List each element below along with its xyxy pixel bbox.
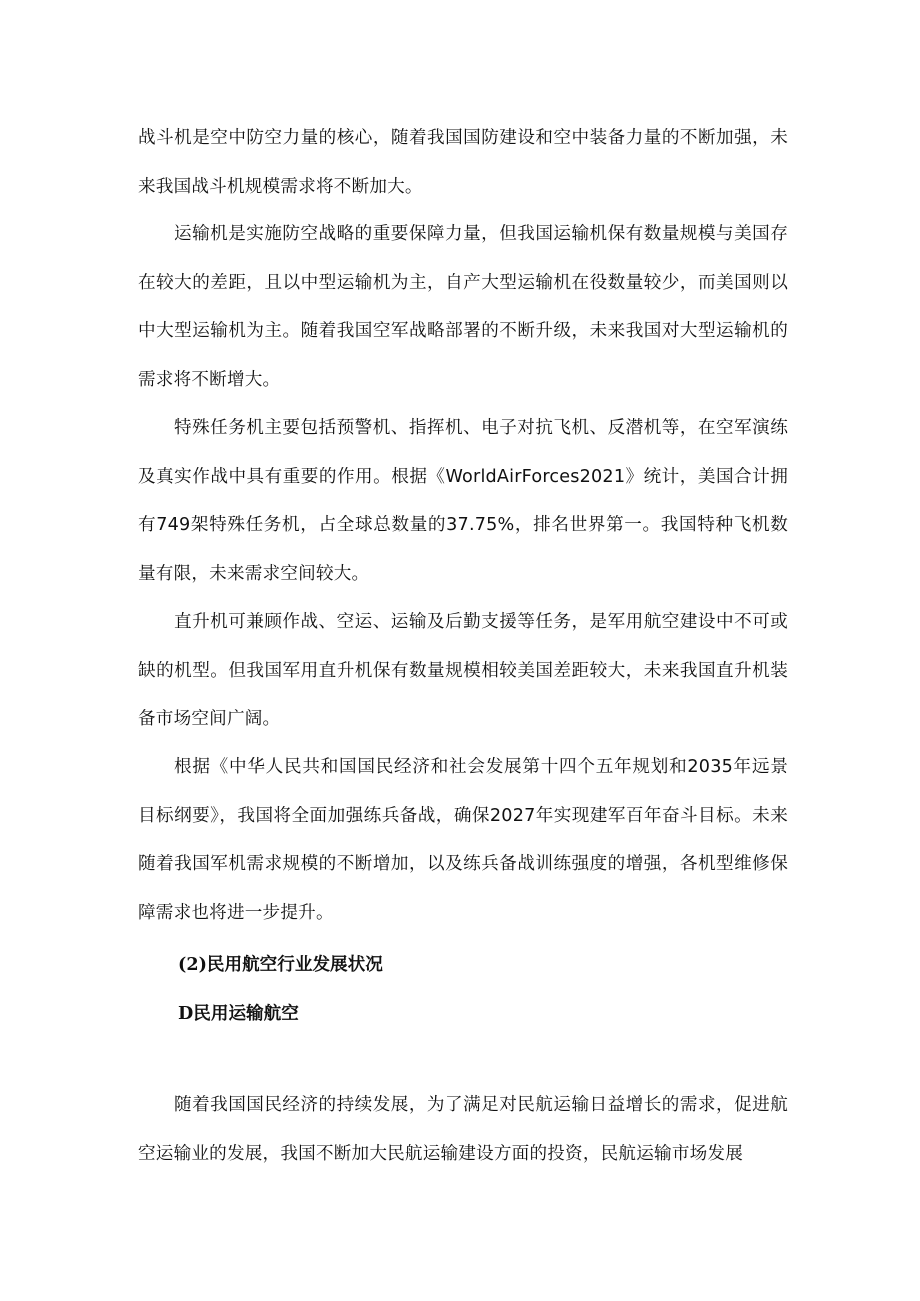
subsection-heading-civil-transport: D民用运输航空 [178,1003,299,1024]
paragraph-helicopter: 直升机可兼顾作战、空运、运输及后勤支援等任务，是军用航空建设中不可或缺的机型。但我国军用直升机保有数量规模相较美国差距较大，未来我国直升机装备市场空间广阔。 [138,612,788,729]
paragraph-transport-aircraft: 运输机是实施防空战略的重要保障力量，但我国运输机保有数量规模与美国存在较大的差距，且以中型运输机为主，自产大型运输机在役数量较少，而美国则以中大型运输机为主。随着我国空军战略部署的不断升级，未来我国对大型运输机的需求将不断增大。 [138,224,788,390]
paragraph-special-mission-aircraft: 特殊任务机主要包括预警机、指挥机、电子对抗飞机、反潜机等，在空军演练及真实作战中具有重要的作用。根据《WorldAirForces2021》统计，美国合计拥有749架特殊任务机，占全球总数量的37.75%，排名世界第一。我国特种飞机数量有限，未来需求空间较大。 [138,418,788,584]
paragraph-fighter-aircraft: 战斗机是空中防空力量的核心，随着我国国防建设和空中装备力量的不断加强，未来我国战斗机规模需求将不断加大。 [138,128,788,197]
paragraph-civil-transport: 随着我国国民经济的持续发展，为了满足对民航运输日益增长的需求，促进航空运输业的发展，我国不断加大民航运输建设方面的投资，民航运输市场发展 [138,1095,788,1164]
paragraph-five-year-plan: 根据《中华人民共和国国民经济和社会发展第十四个五年规划和2035年远景目标纲要》，我国将全面加强练兵备战，确保2027年实现建军百年奋斗目标。未来随着我国军机需求规模的不断增加，以及练兵备战训练强度的增强，各机型维修保障需求也将进一步提升。 [138,757,788,923]
section-heading-civil-aviation: (2)民用航空行业发展状况 [178,954,383,975]
